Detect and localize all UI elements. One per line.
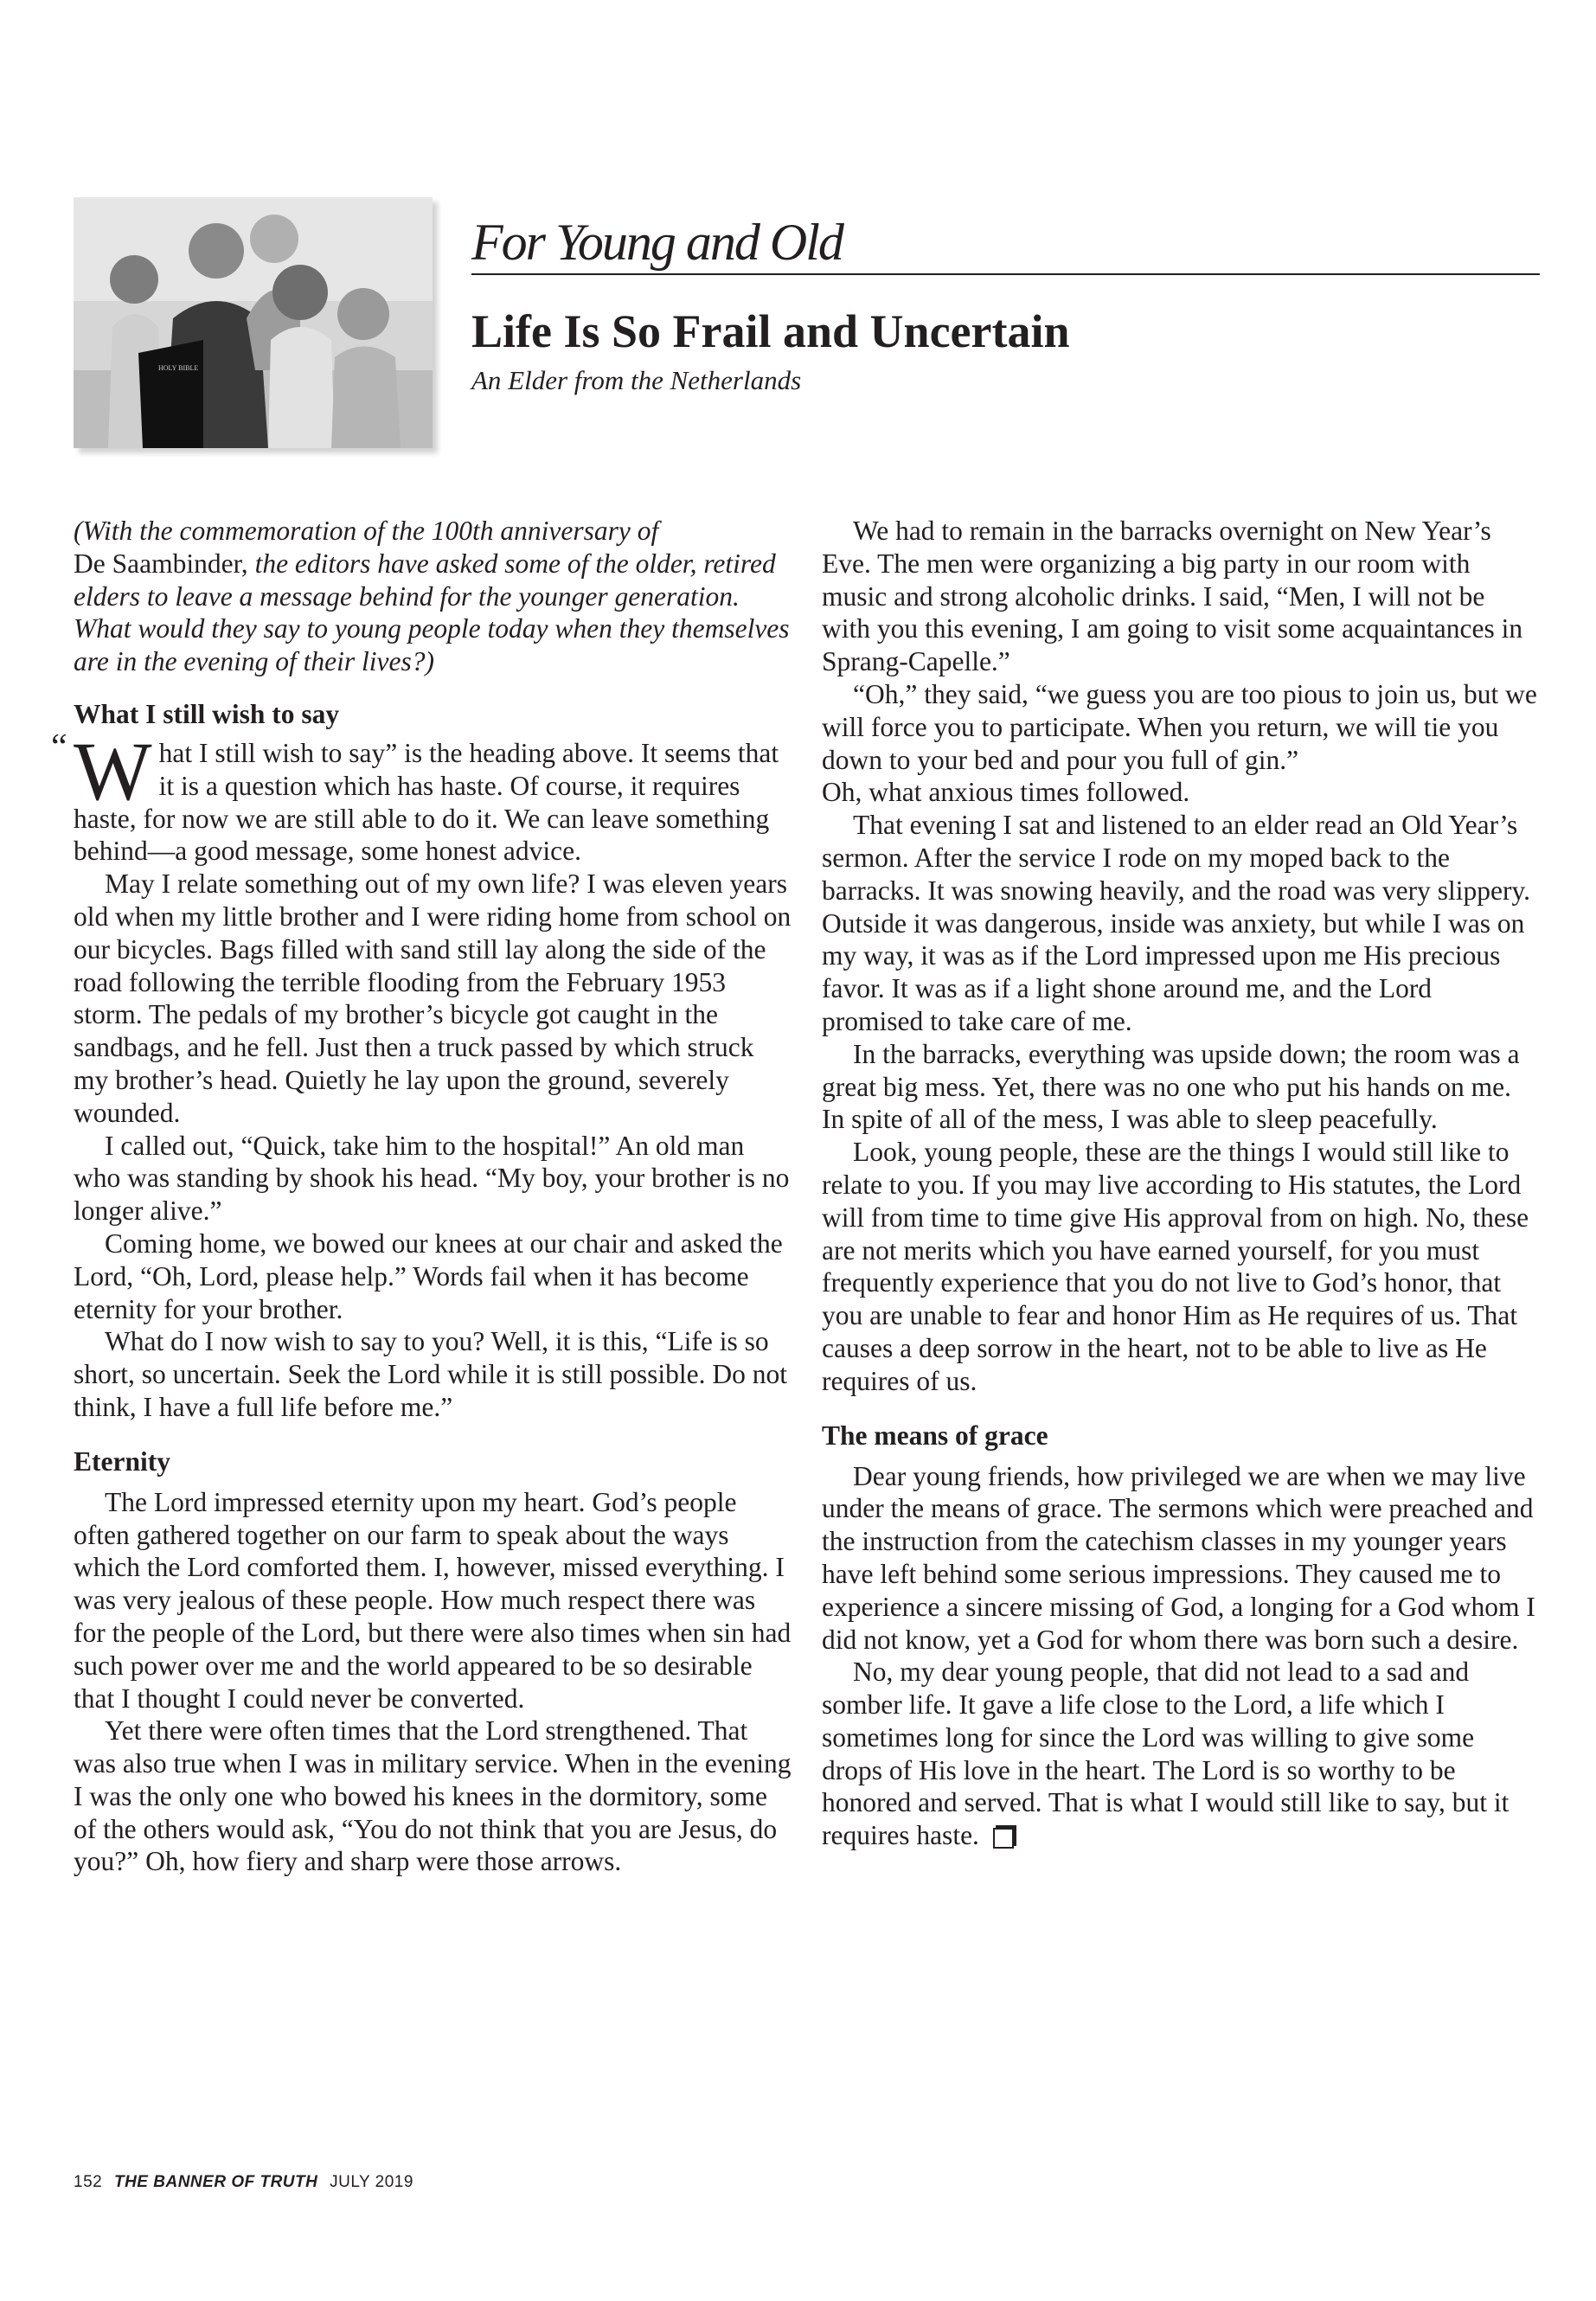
body-paragraph: Yet there were often times that the Lord strengthened. That was also true when I was in military service. When in the evening I was the only one who bowed his knees in the dormitory, some of the others would ask, “You do not think that you are Jesus, do you?” Oh, how fiery and sharp were those arrows. — [74, 1715, 792, 1877]
body-paragraph: In the barracks, everything was upside down; the room was a great big mess. Yet, there was no one who put his hands on me. In spite of all of the mess, I was able to sleep peacefully. — [822, 1038, 1520, 1135]
intro-note — [74, 515, 792, 678]
page-footer — [74, 2173, 413, 2192]
left-column — [51, 515, 792, 1878]
body-paragraph: Look, young people, these are the things I would still like to relate to you. If you may live according to His statutes, the Lord will from time to time give His approval from on high. No, these are not merits which you have earned yourself, for you must frequently experience that you do not live to God’s honor, that you are unable to fear and honor Him as He requires of us. That causes a deep sorrow in the heart, not to be able to live as He requires of us. — [822, 1137, 1529, 1396]
section-title: For Young and Old — [471, 214, 843, 271]
intro-text-1: (With the commemoration of the 100th anniversary of — [74, 516, 659, 546]
family-photo — [74, 197, 433, 448]
intro-publication: De Saambinder, — [74, 548, 248, 579]
article-title: Life Is So Frail and Uncertain — [471, 305, 1070, 357]
end-mark-icon — [993, 1828, 1014, 1849]
body-paragraph: We had to remain in the barracks overnight on New Year’s Eve. The men were organizing a big party in our room with music and strong alcoholic drinks. I said, “Men, I will not be with you this evening, I am going to visit some acquaintances in Sprang-Capelle.” — [822, 516, 1523, 677]
opening-paragraph-text: hat I still wish to say” is the heading above. It seems that it is a question which has haste. Of course, it requires haste, for now we are still able to do it. We can leave something behind—a good message, some honest advice. — [74, 737, 779, 867]
page-number: 152 — [74, 2173, 103, 2191]
issue-date: JULY 2019 — [330, 2173, 413, 2191]
closing-paragraph — [822, 1656, 1540, 1852]
body-paragraph: What do I now wish to say to you? Well, it is this, “Life is so short, so uncertain. Seek the Lord while it is still possible. Do not think, I have a full life before me.” — [74, 1326, 788, 1422]
drop-cap: W — [74, 724, 152, 817]
body-paragraph: That evening I sat and listened to an elder read an Old Year’s sermon. After the service I rode on my moped back to the barracks. It was snowing heavily, and the road was very slippery. Outside it was dangerous, inside was anxiety, but while I was on my way, it was as if the Lord impressed upon me His precious favor. It was as if a light shone around me, and the Lord promised to take care of me. — [822, 810, 1531, 1036]
body-paragraph: May I relate something out of my own life? I was eleven years old when my little brother and I were riding home from school on our bicycles. Bags filled with sand still lay along the side of the road following the terrible flooding from the February 1953 storm. The pedals of my brother’s bicycle got caught in the sandbags, and he fell. Just then a truck passed by which struck my brother’s head. Quietly he lay upon the ground, severely wounded. — [74, 868, 792, 1128]
opening-paragraph — [51, 724, 792, 868]
opening-quote-mark: “ — [51, 727, 67, 767]
subhead-eternity: Eternity — [74, 1445, 170, 1477]
body-paragraph: The Lord impressed eternity upon my heart. God’s people often gathered together on our farm to speak about the ways which the Lord comforted them. I, however, missed everything. I was very jealous of these people. How much respect there was for the people of the Lord, but there were also times when sin had such power over me and the world appeared to be so desirable that I thought I could never be converted. — [74, 1486, 792, 1714]
closing-paragraph-text: No, my dear young people, that did not lead to a sad and somber life. It gave a life close to the Lord, a life which I sometimes long for since the Lord was willing to give some drops of His love in the heart. The Lord is so worthy to be honored and served. That is what I would still like to say, but it requires haste. — [822, 1657, 1509, 1851]
byline: An Elder from the Netherlands — [471, 365, 802, 395]
intro-text-2: the editors have asked some of the older, retired elders to leave a message behind for the younger generation. What would they say to young people today when they themselves are in the evening of their lives?) — [74, 548, 790, 677]
body-paragraph: “Oh,” they said, “we guess you are too pious to join us, but we will force you to participate. When you return, we will tie you down to your bed and pour you full of gin.” — [822, 678, 1537, 775]
body-paragraph: Coming home, we bowed our knees at our chair and asked the Lord, “Oh, Lord, please help.” Words fail when it has become eternity for your brother. — [74, 1227, 783, 1324]
subhead-what-i-still-wish: What I still wish to say — [74, 698, 340, 729]
magazine-name: THE BANNER OF TRUTH — [113, 2173, 318, 2191]
title-rule — [471, 273, 1540, 275]
family-bible-illustration — [74, 197, 433, 448]
subhead-means-of-grace: The means of grace — [822, 1420, 1048, 1451]
bible-cover-label: HOLY BIBLE — [158, 364, 199, 372]
body-paragraph: Dear young friends, how privileged we are when we may live under the means of grace. The sermons which were preached and the instruction from the catechism classes in my younger years have left behind some serious impressions. They caused me to experience a sincere missing of God, a longing for a God whom I did not know, yet a God for whom there was born such a desire. — [822, 1460, 1535, 1655]
body-paragraph: Oh, what anxious times followed. — [822, 777, 1190, 808]
body-paragraph: I called out, “Quick, take him to the hospital!” An old man who was standing by shook his head. “My boy, your brother is no longer alive.” — [74, 1130, 790, 1227]
right-column — [822, 515, 1540, 1852]
